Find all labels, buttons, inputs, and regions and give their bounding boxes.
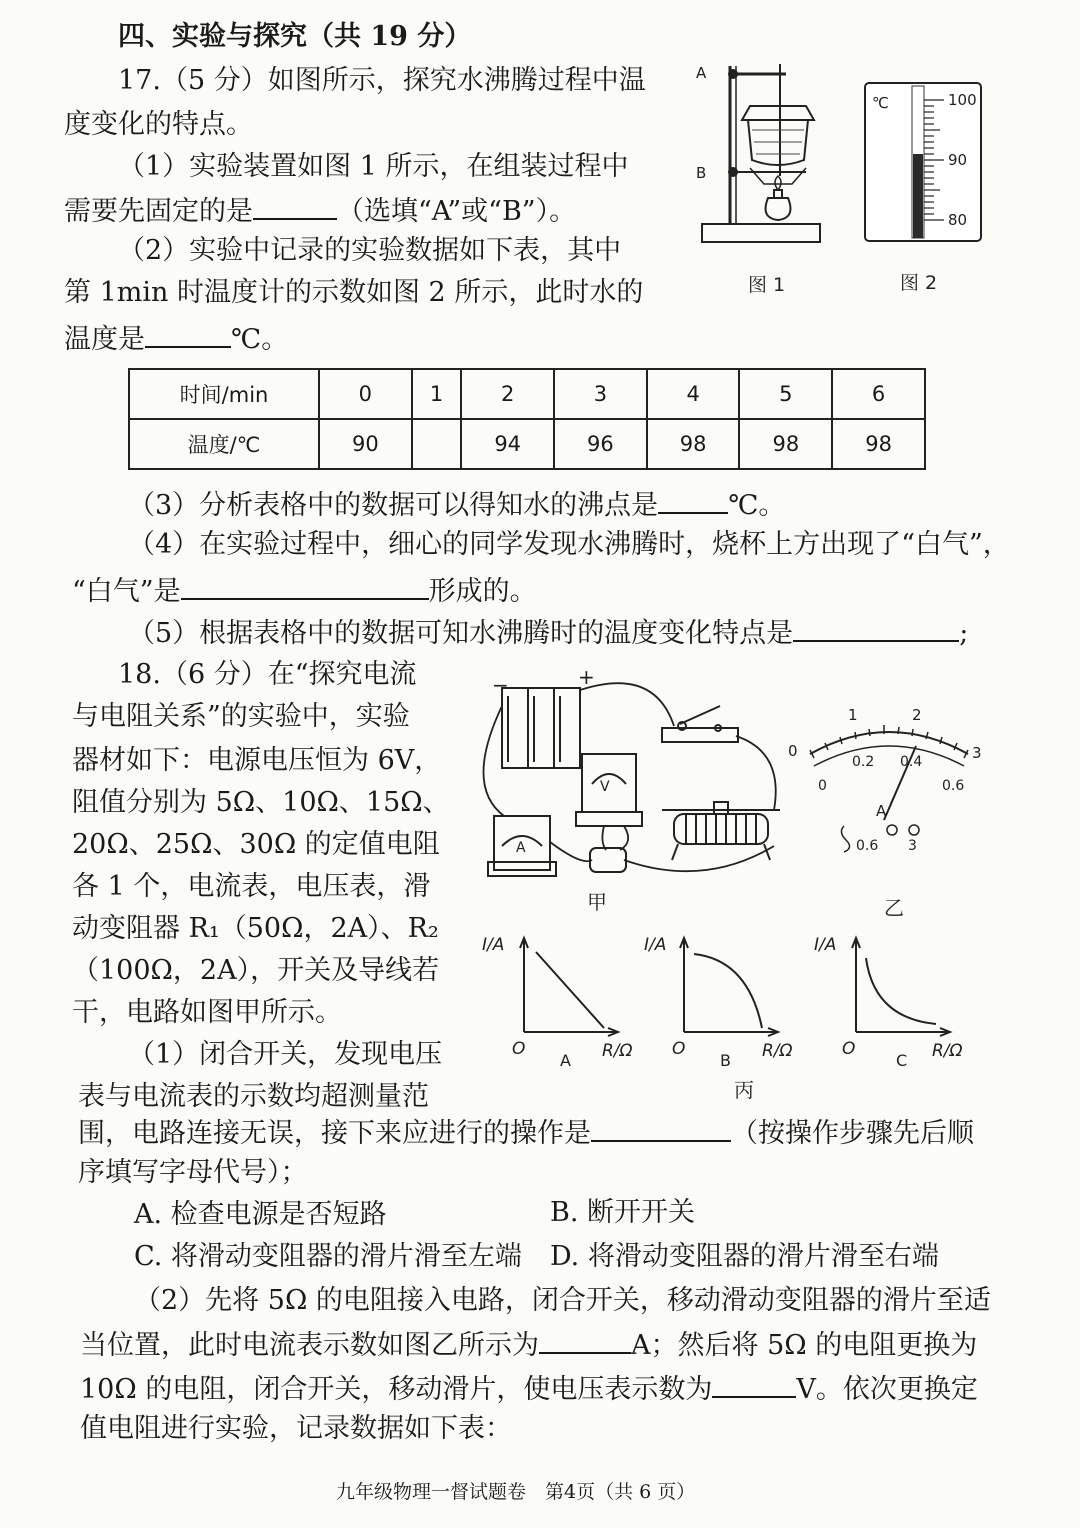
graph-c-curve: [866, 958, 936, 1024]
figure-1-label-a: A: [696, 64, 707, 82]
figure-2-thermometer: [864, 82, 982, 242]
rheostat: [662, 802, 780, 860]
table-cell: 98: [739, 419, 832, 469]
q17-part1-line2: [64, 192, 576, 229]
table-cell: 96: [554, 419, 647, 469]
q17-part2-line3: [64, 320, 288, 357]
q18-part1-hint: （按操作步骤先后顺: [731, 1118, 974, 1149]
q18-answer-blank-1[interactable]: [591, 1114, 731, 1142]
q17-part1-text: 需要先固定的是: [64, 196, 253, 227]
meter-upper-tick-1: 1: [848, 706, 858, 724]
q18-option-b: B. 断开开关: [550, 1197, 696, 1228]
meter-lower-tick-02: 0.2: [852, 754, 875, 770]
q17-part2-line2: 第 1min 时温度计的示数如图 2 所示，此时水的: [64, 277, 644, 308]
table-cell: 0: [319, 369, 412, 419]
graph-a-line: [536, 952, 604, 1028]
q17-part4-tail: 形成的。: [428, 576, 537, 607]
page-footer: 九年级物理一督试题卷 第4页（共 6 页）: [336, 1481, 696, 1503]
q17-part3-unit: ℃。: [728, 490, 786, 521]
figure-1-apparatus: [690, 58, 830, 254]
ammeter-letter: A: [516, 840, 526, 856]
figure-jia-circuit: [474, 666, 784, 892]
q18-line-11: 表与电流表的示数均超测量范: [78, 1081, 429, 1112]
table-cell: 6: [832, 369, 925, 419]
battery-pack: [502, 688, 580, 768]
graph-b-name: B: [720, 1051, 731, 1070]
table-cell: 94: [461, 419, 554, 469]
section-title: 四、实验与探究（共 19 分）: [118, 21, 472, 52]
q18-line-5: 20Ω、25Ω、30Ω 的定值电阻: [72, 829, 440, 860]
table-cell: 温度/℃: [129, 419, 319, 469]
graph-c-origin: O: [842, 1039, 856, 1059]
meter-letter: A: [876, 802, 887, 820]
q17-part5: [128, 614, 968, 651]
q18-line-1: 18.（6 分）在“探究电流: [118, 659, 417, 690]
q18-answer-blank-3[interactable]: [712, 1370, 796, 1398]
q18-answer-blank-2[interactable]: [539, 1326, 631, 1354]
q17-part4-text: “白气”是: [72, 576, 181, 607]
q18-line-4: 阻值分别为 5Ω、10Ω、15Ω、: [72, 787, 450, 818]
table-cell: 90: [319, 419, 412, 469]
meter-upper-tick-2: 2: [912, 706, 922, 724]
q17-answer-blank-1[interactable]: [253, 192, 337, 220]
q17-stem-line2: 度变化的特点。: [64, 109, 253, 140]
q18-part2-text-d: V。依次更换定: [796, 1374, 978, 1405]
table-header-row: [129, 369, 925, 419]
graph-c-xlabel: R/Ω: [932, 1041, 963, 1061]
q18-part2-line1: （2）先将 5Ω 的电阻接入电路，闭合开关，移动滑动变阻器的滑片至适: [134, 1285, 991, 1316]
meter-lower-tick-0: 0: [818, 778, 827, 794]
q18-line-3: 器材如下：电源电压恒为 6V，: [72, 745, 442, 776]
q17-stem-line1: 17.（5 分）如图所示，探究水沸腾过程中温: [118, 65, 646, 96]
q18-part1-line4: 序填写字母代号）；: [78, 1157, 308, 1188]
table-cell: 时间/min: [129, 369, 319, 419]
q17-part1-line1: （1）实验装置如图 1 所示，在组装过程中: [118, 151, 629, 182]
fixed-resistor: [590, 848, 626, 872]
q18-line-2: 与电阻关系”的实验中，实验: [72, 701, 410, 732]
graph-c: [814, 935, 963, 1070]
table-cell: 1: [412, 369, 462, 419]
q18-option-c: C. 将滑动变阻器的滑片滑至左端: [134, 1241, 522, 1272]
q18-part2-line2: [80, 1326, 977, 1363]
graph-a-ylabel: I/A: [482, 935, 505, 955]
battery-plus-sign: +: [578, 665, 595, 689]
q17-part2-line1: （2）实验中记录的实验数据如下表，其中: [118, 235, 622, 266]
meter-lower-tick-06: 0.6: [942, 778, 965, 794]
table-cell: 4: [647, 369, 740, 419]
q18-part1-text: 围，电路连接无误，接下来应进行的操作是: [78, 1118, 591, 1149]
q17-part4-line2: [72, 572, 537, 609]
figure-bing-graphs: [480, 930, 990, 1076]
q18-line-10: （1）闭合开关，发现电压: [128, 1039, 443, 1070]
q18-option-a: A. 检查电源是否短路: [134, 1199, 387, 1230]
q18-line-6: 各 1 个，电流表，电压表，滑: [72, 871, 431, 902]
thermometer-unit: ℃: [872, 94, 889, 112]
meter-upper-tick-3: 3: [972, 744, 982, 762]
graph-b-xlabel: R/Ω: [762, 1041, 793, 1061]
figure-1-caption: 图 1: [748, 274, 786, 296]
q17-answer-blank-3[interactable]: [658, 486, 728, 514]
graph-c-ylabel: I/A: [814, 935, 837, 955]
q18-option-d: D. 将滑动变阻器的滑片滑至右端: [550, 1241, 939, 1272]
q18-line-8: （100Ω，2A），开关及导线若: [72, 955, 440, 986]
q17-answer-blank-5[interactable]: [793, 614, 959, 642]
meter-terminal-3: 3: [908, 838, 917, 854]
q17-part5-tail: ;: [959, 618, 969, 649]
graph-a-name: A: [560, 1051, 571, 1070]
q17-part2-text: 温度是: [64, 324, 145, 355]
q17-part2-unit: ℃。: [231, 324, 289, 355]
q18-part2-line3: [80, 1370, 978, 1407]
q17-part3: [128, 486, 785, 523]
graph-b: [644, 935, 793, 1070]
table-row: [129, 419, 925, 469]
graph-a-origin: O: [512, 1039, 526, 1059]
thermometer-tick-100: 100: [948, 91, 977, 109]
graph-b-origin: O: [672, 1039, 686, 1059]
q18-part2-line4: 值电阻进行实验，记录数据如下表：: [80, 1413, 512, 1444]
q18-line-7: 动变阻器 R₁（50Ω，2A）、R₂: [72, 913, 439, 944]
q18-line-9: 干，电路如图甲所示。: [72, 997, 342, 1028]
graph-b-curve: [694, 954, 762, 1028]
graph-a-xlabel: R/Ω: [602, 1041, 633, 1061]
q17-part5-text: （5）根据表格中的数据可知水沸腾时的温度变化特点是: [128, 618, 794, 649]
q18-part2-text-a: 当位置，此时电流表示数如图乙所示为: [80, 1330, 539, 1361]
figure-bing-caption: 丙: [734, 1078, 754, 1102]
meter-lower-tick-04: 0.4: [900, 754, 923, 770]
voltmeter-letter: V: [600, 779, 610, 795]
q18-part1-line3: [78, 1114, 974, 1151]
q17-part4-line1: （4）在实验过程中，细心的同学发现水沸腾时，烧杯上方出现了“白气”，: [128, 529, 1010, 560]
table-cell: 98: [832, 419, 925, 469]
meter-terminal-06: 0.6: [856, 838, 879, 854]
q18-part2-text-c: 10Ω 的电阻，闭合开关，移动滑片，使电压表示数为: [80, 1374, 713, 1405]
figure-yi-caption: 乙: [884, 896, 904, 920]
figure-yi-ammeter-dial: [784, 700, 994, 866]
q17-part3-text: （3）分析表格中的数据可以得知水的沸点是: [128, 490, 659, 521]
graph-c-name: C: [896, 1051, 908, 1070]
battery-minus-sign: −: [492, 673, 509, 697]
thermometer-tick-90: 90: [948, 151, 968, 169]
thermometer-tick-80: 80: [948, 211, 968, 229]
table-cell-blank[interactable]: [412, 419, 462, 469]
graph-b-ylabel: I/A: [644, 935, 667, 955]
table-cell: 5: [739, 369, 832, 419]
figure-jia-caption: 甲: [587, 890, 607, 914]
figure-2-caption: 图 2: [900, 272, 938, 294]
q17-data-table: [128, 368, 926, 470]
q17-answer-blank-4[interactable]: [181, 572, 429, 600]
table-cell: 98: [647, 419, 740, 469]
q17-part1-hint: （选填“A”或“B”）。: [337, 196, 577, 227]
table-cell: 3: [554, 369, 647, 419]
meter-upper-tick-0: 0: [788, 742, 798, 760]
graph-a: [482, 935, 633, 1070]
figure-1-label-b: B: [696, 164, 707, 182]
q18-part2-text-b: A；然后将 5Ω 的电阻更换为: [631, 1330, 978, 1361]
table-cell: 2: [461, 369, 554, 419]
q17-answer-blank-2[interactable]: [145, 320, 231, 348]
